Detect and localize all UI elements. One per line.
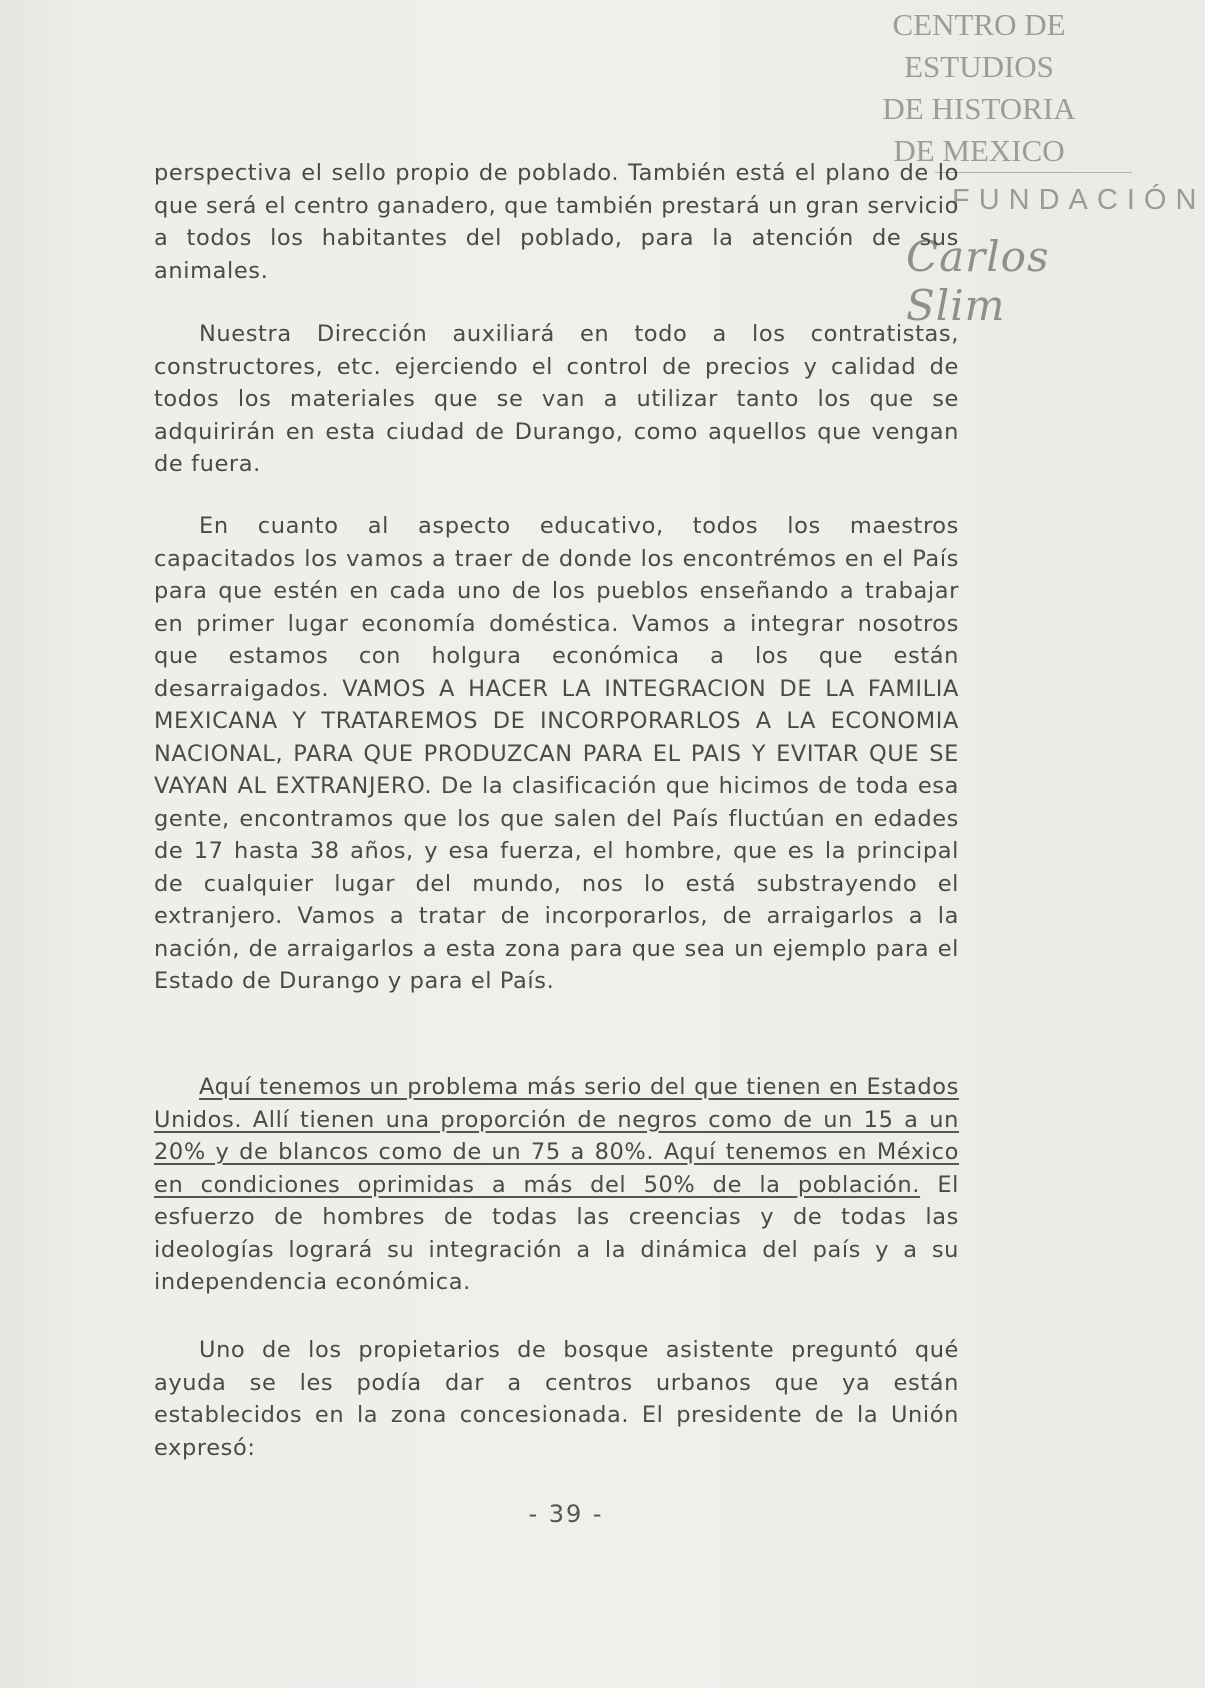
page-number: - 39 -	[528, 1500, 604, 1528]
watermark-line: DE HISTORIA	[882, 91, 1076, 126]
watermark-line: CENTRO DE	[892, 7, 1066, 42]
paragraph-2: Nuestra Dirección auxiliará en todo a los contratistas, constructores, etc. ejerciendo el control de precios y calidad de todos los materiales que se van a utilizar tanto los que se adquirirán en esta ciudad de Durango, como aquellos que vengan de fuera.	[154, 321, 959, 477]
paragraph-3-block	[154, 510, 959, 998]
underlined-passage: Aquí tenemos un problema más serio del que tienen en Estados Unidos. Allí tienen una proporción de negros como de un 15 a un 20% y de blancos como de un 75 a 80%. Aquí tenemos en México en condiciones oprimidas a más del 50% de la población.	[154, 1074, 959, 1198]
paragraph-5: Uno de los propietarios de bosque asistente preguntó qué ayuda se les podía dar a centros urbanos que ya están establecidos en la zona concesionada. El presidente de la Unión expresó:	[154, 1337, 959, 1461]
archive-watermark	[854, 4, 1104, 172]
watermark-line: ESTUDIOS	[904, 49, 1054, 84]
watermark-divider	[935, 172, 1132, 173]
paragraph-3: En cuanto al aspecto educativo, todos los maestros capacitados los vamos a traer de donde los encontrémos en el País para que estén en cada uno de los pueblos enseñando a trabajar en primer lugar economía doméstica. Vamos a integrar nosotros que estamos con holgura económica a los que están desarraigados. VAMOS A HACER LA INTEGRACION DE LA FAMILIA MEXICANA Y TRATAREMOS DE INCORPORARLOS A LA ECONOMIA NACIONAL, PARA QUE PRODUZCAN PARA EL PAIS Y EVITAR QUE SE VAYAN AL EXTRANJERO. De la clasificación que hicimos de toda esa gente, encontramos que los que salen del País fluctúan en edades de 17 hasta 38 años, y esa fuerza, el hombre, que es la principal de cualquier lugar del mundo, nos lo está substrayendo el extranjero. Vamos a tratar de incorporarlos, de arraigarlos a la nación, de arraigarlos a esta zona para que sea un ejemplo para el Estado de Durango y para el País.	[154, 513, 959, 994]
foundation-label: FUNDACIÓN	[952, 184, 1205, 216]
paragraph-4-continuation: El esfuerzo de hombres de todas las creencias y de todas las ideologías logrará su integración a la dinámica del país y a su independencia económica.	[154, 1171, 960, 1295]
signature-logo: Carlos Slim	[906, 232, 1050, 330]
paragraph-5-block	[154, 1334, 959, 1464]
paragraph-4	[154, 1071, 959, 1299]
paragraph-4-block	[154, 1071, 959, 1299]
watermark-line: DE MEXICO	[893, 133, 1065, 168]
paragraph-1-block	[154, 157, 959, 287]
paragraph-2-block	[154, 318, 959, 481]
paragraph-1: perspectiva el sello propio de poblado. También está el plano de lo que será el centro ganadero, que también prestará un gran servicio a todos los habitantes del poblado, para la atención de sus animales.	[154, 160, 959, 284]
